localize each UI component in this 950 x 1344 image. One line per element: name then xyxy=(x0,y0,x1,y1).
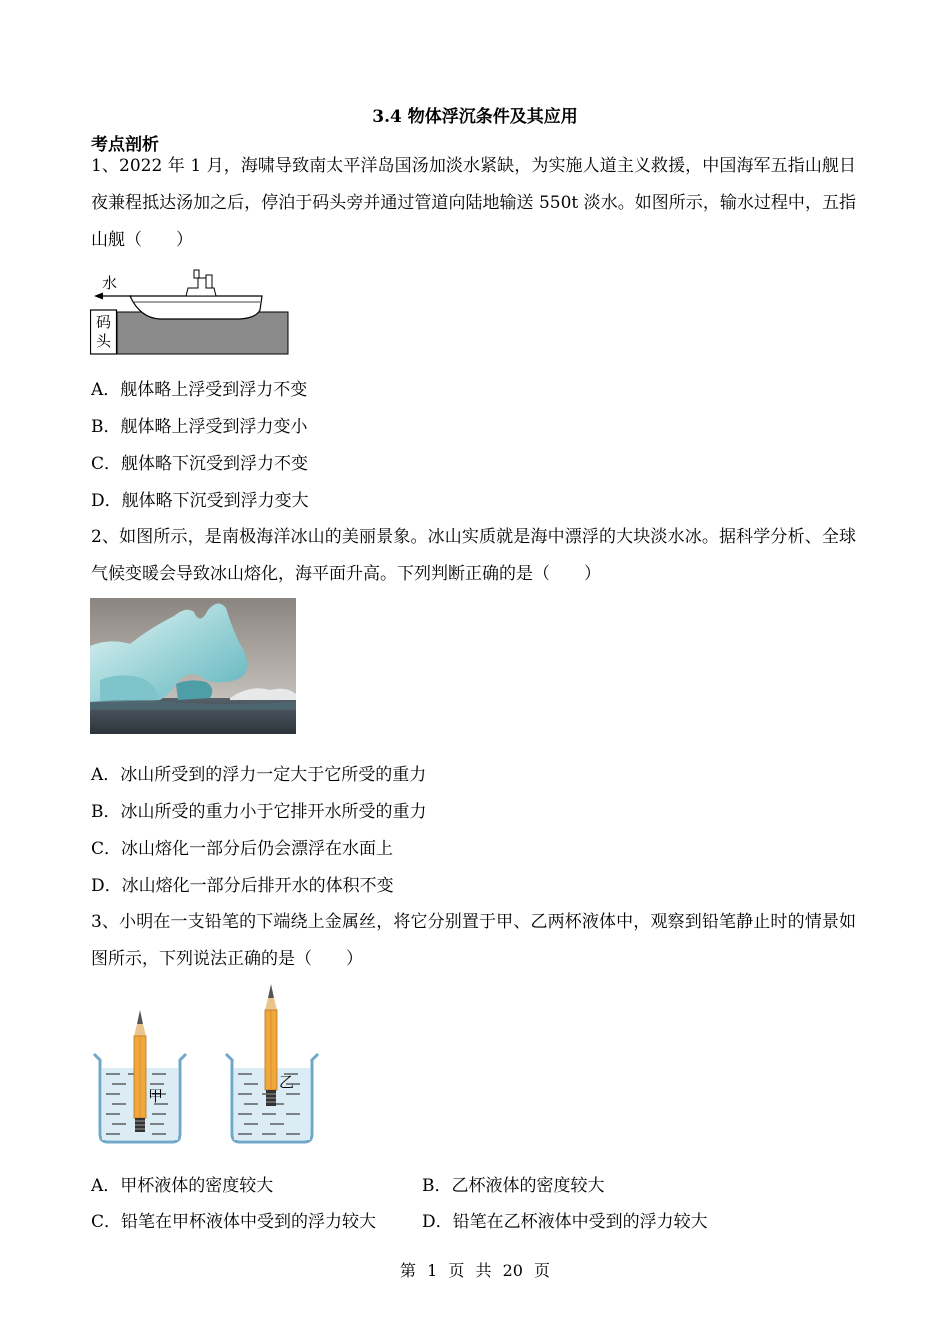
q1-option-b: B．舰体略上浮受到浮力变小 xyxy=(91,417,308,437)
question-3-stem: 3、小明在一支铅笔的下端绕上金属丝，将它分别置于甲、乙两杯液体中，观察到铅笔静止时的情景如图所示，下列说法正确的是（ ） xyxy=(91,912,856,969)
q2-option-c: C．冰山熔化一部分后仍会漂浮在水面上 xyxy=(91,839,394,859)
footer-di: 第 xyxy=(399,1261,416,1280)
q2-option-b: B．冰山所受的重力小于它排开水所受的重力 xyxy=(91,802,427,822)
q2-option-d: D．冰山熔化一部分后排开水的体积不变 xyxy=(91,876,394,896)
question-2-stem: 2、如图所示，是南极海洋冰山的美丽景象。冰山实质就是海中漂浮的大块淡水冰。据科学分析、全球气候变暖会导致冰山熔化，海平面升高。下列判断正确的是（ ） xyxy=(91,527,856,584)
footer-ye: 页 xyxy=(448,1261,465,1280)
pencil-a xyxy=(134,1010,146,1132)
document-title: 3.4 物体浮沉条件及其应用 xyxy=(372,107,578,127)
q3-option-a: A．甲杯液体的密度较大 xyxy=(91,1176,274,1196)
footer-gong: 共 xyxy=(475,1261,492,1280)
q1-option-c: C．舰体略下沉受到浮力不变 xyxy=(91,454,309,474)
iceberg-photo xyxy=(90,598,296,734)
q3-option-b: B．乙杯液体的密度较大 xyxy=(422,1176,605,1196)
footer-total-pages: 20 xyxy=(502,1261,523,1280)
q1-option-d: D．舰体略下沉受到浮力变大 xyxy=(91,491,309,511)
page-footer xyxy=(0,1258,950,1281)
footer-ye-2: 页 xyxy=(534,1261,551,1280)
label-dock-1: 码 xyxy=(96,313,112,331)
q1-option-a: A．舰体略上浮受到浮力不变 xyxy=(91,380,308,400)
q2-option-a: A．冰山所受到的浮力一定大于它所受的重力 xyxy=(91,765,427,785)
label-cup-a: 甲 xyxy=(148,1087,164,1105)
footer-page-number: 1 xyxy=(427,1261,438,1280)
ship-dock-figure xyxy=(90,266,292,356)
section-heading: 考点剖析 xyxy=(91,135,159,155)
pencil-b xyxy=(265,984,277,1106)
q3-option-c: C．铅笔在甲杯液体中受到的浮力较大 xyxy=(91,1212,377,1232)
label-dock-2: 头 xyxy=(96,332,112,350)
pencil-beakers-figure xyxy=(90,984,322,1146)
question-1-stem: 1、2022 年 1 月，海啸导致南太平洋岛国汤加淡水紧缺，为实施人道主义救援，中国海军五指山舰日夜兼程抵达汤加之后，停泊于码头旁并通过管道向陆地输送 550t 淡水。如图所示，输水过程中，五指山舰（ ） xyxy=(91,156,856,250)
label-water: 水 xyxy=(102,274,118,292)
label-cup-b: 乙 xyxy=(279,1073,295,1091)
q3-option-d: D．铅笔在乙杯液体中受到的浮力较大 xyxy=(422,1212,708,1232)
ship-hull xyxy=(130,296,262,319)
